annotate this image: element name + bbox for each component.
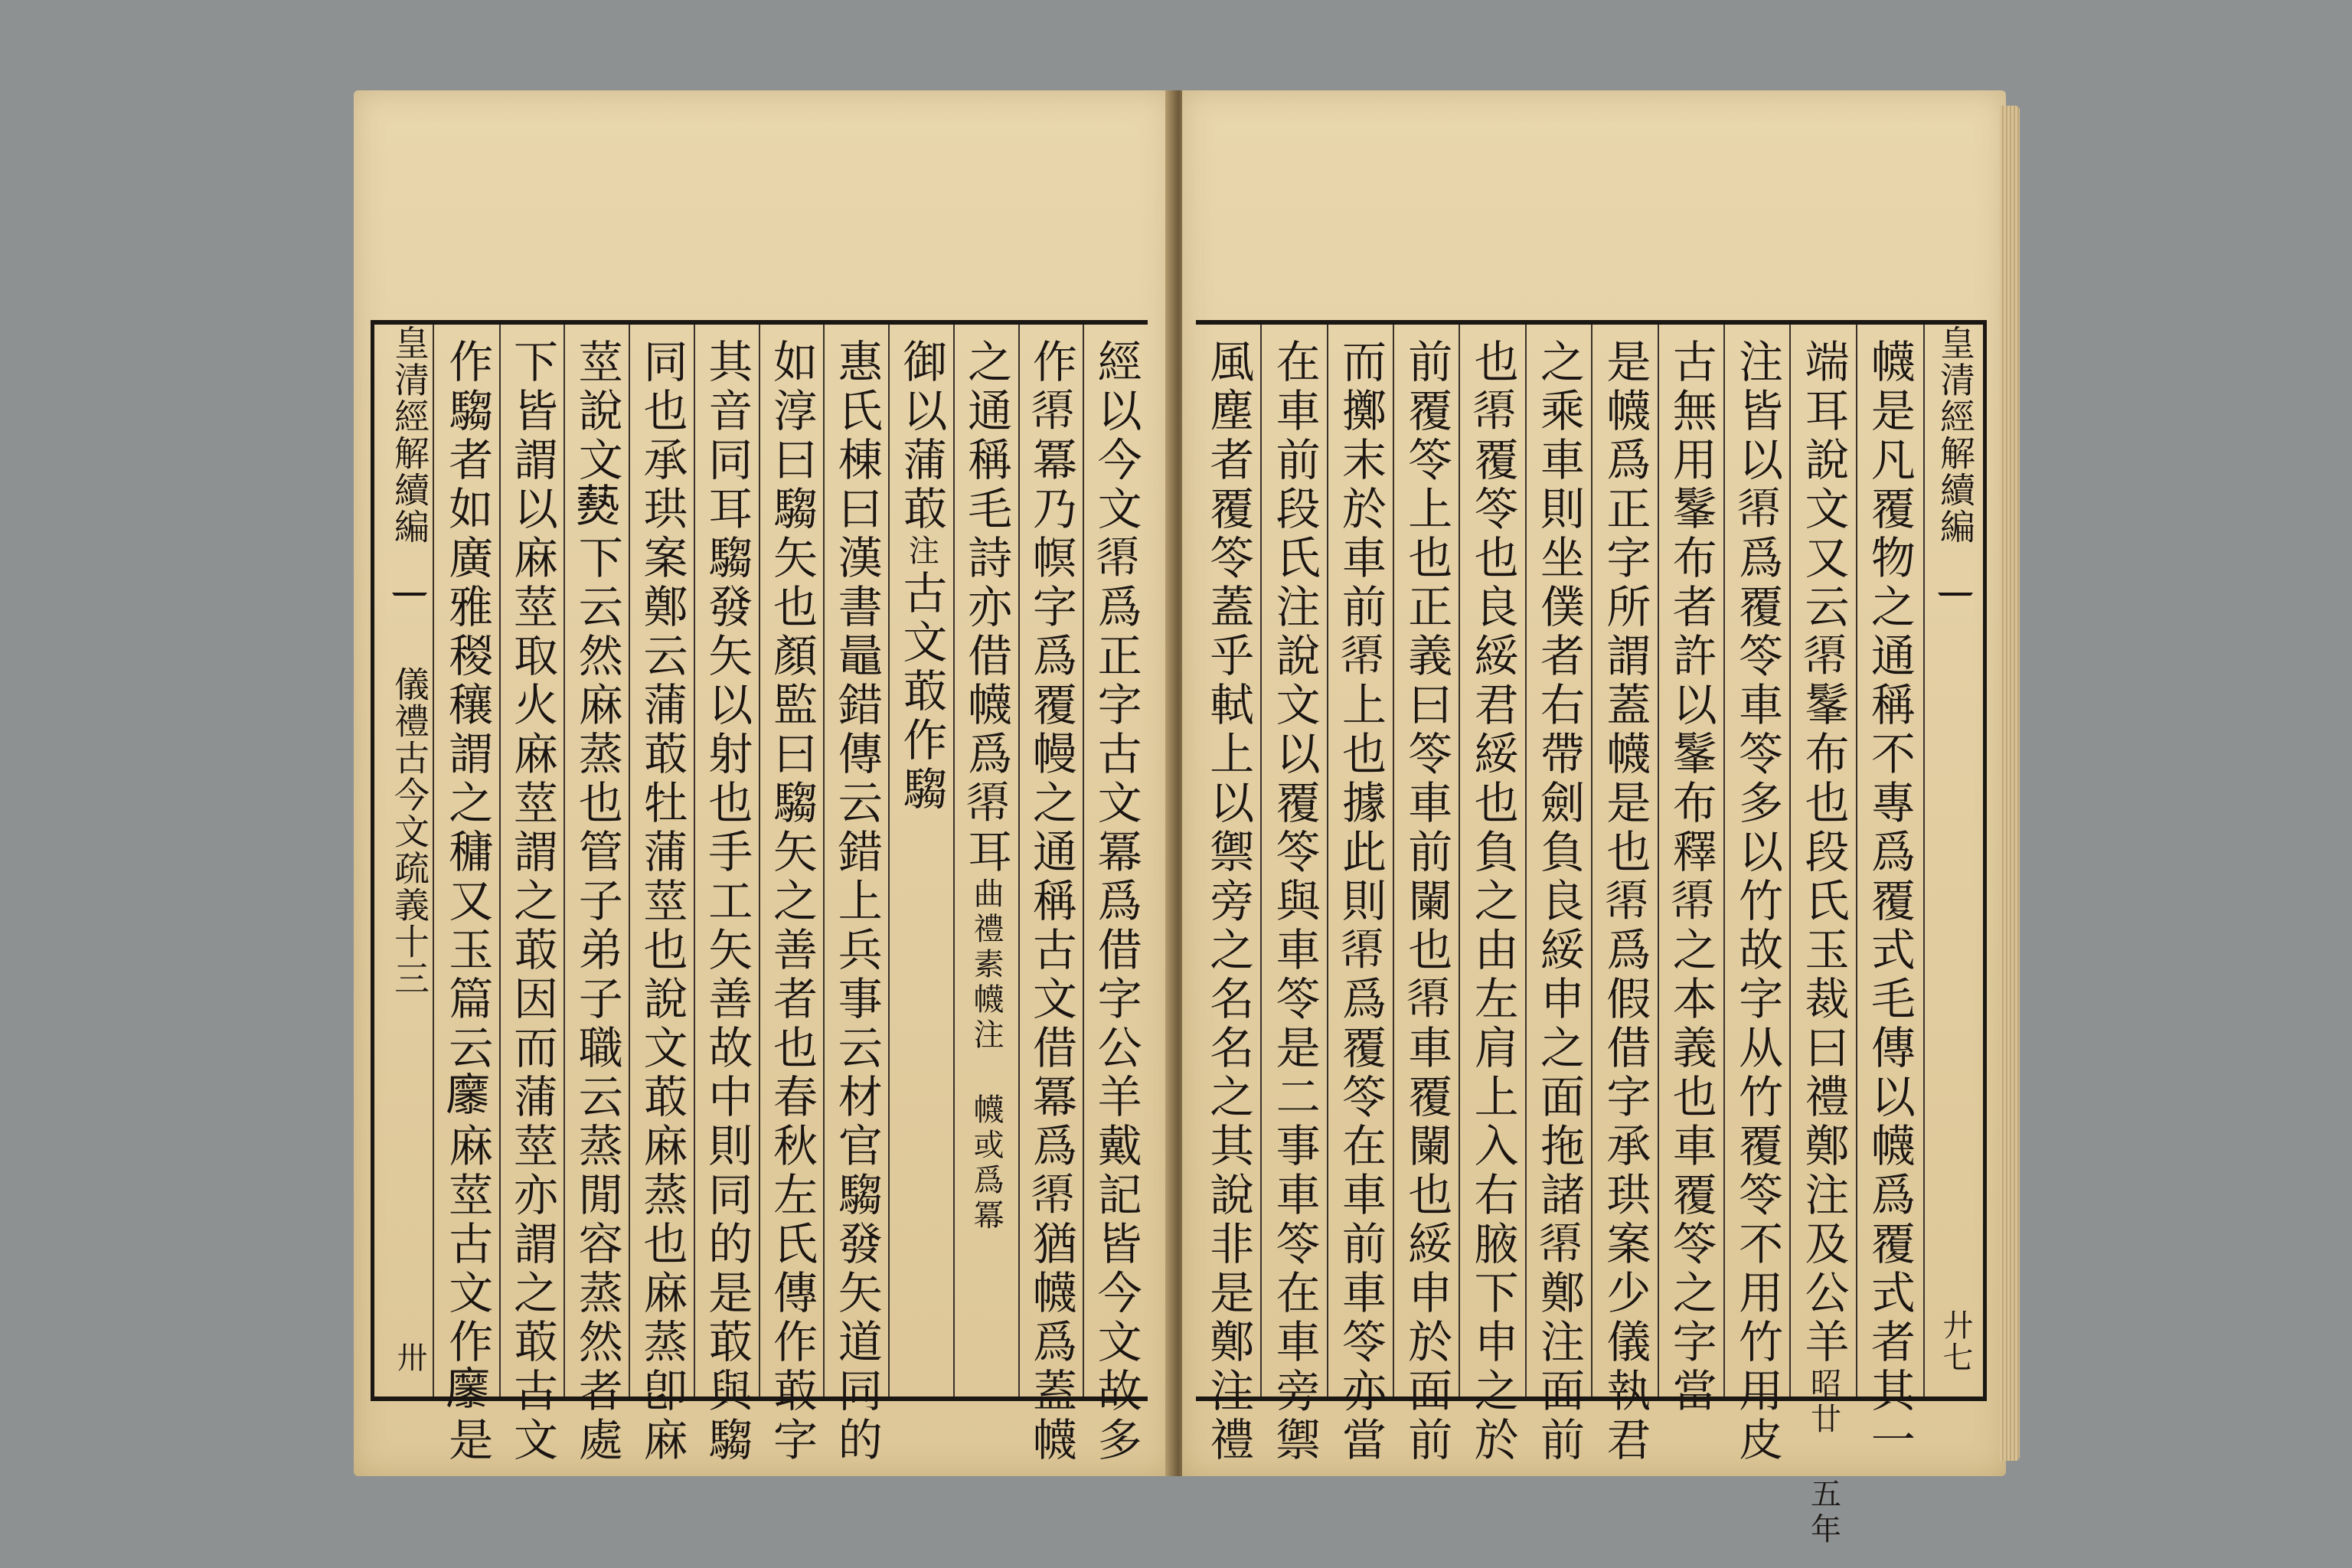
column-text: 風塵者覆笭蓋乎軾上以禦旁之名名之其說非是鄭注禮 [1202,338,1255,1465]
column-text: 也𢄼覆笭也良綏君綏也負之由左肩上入右腋下申之於 [1466,338,1519,1465]
column-text-continued: 古文菆作騶 [895,570,948,815]
book-title: 皇清經解續編 [1935,325,1976,545]
commentary-note: 注 [903,534,939,570]
text-column [953,325,1018,1396]
column-text: 端耳說文又云𢄼髼布也段氏玉裁曰禮鄭注及公羊昭廿 五年 [1797,338,1850,1548]
page-edges [2000,106,2020,1461]
column-text: 經以今文𢄼爲正字古文冪爲借字公羊戴記皆今文故多 [1089,338,1142,1465]
text-column [1591,325,1657,1465]
column-text: 莖說文𤑔下云然麻蒸也管子弟子職云蒸閒容蒸然者處 [570,338,623,1465]
text-column [1525,325,1591,1465]
column-text: 作𢄼冪乃幎字爲覆幔之通稱古文借冪爲𢄼猶幭爲蓋幭 [1024,338,1077,1465]
text-column [888,325,953,1396]
text-column [436,325,499,1465]
commentary-note: 昭廿 五年 [1805,1367,1841,1548]
left-page [354,90,1171,1476]
left-banner [379,325,434,1396]
text-column [1083,325,1148,1465]
column-text: 如淳曰騶矢也顏監曰騶矢之善者也春秋左氏傳作菆字 [765,338,818,1465]
column-text: 下皆謂以麻莖取火麻莖謂之菆因而蒲莖亦謂之菆古文 [506,338,559,1465]
text-column [1856,325,1922,1465]
text-column [694,325,759,1465]
commentary-note: 曲禮素幭注 幭或爲冪 [969,877,1004,1234]
section-title: 儀禮古今文疏義十三 [389,666,430,997]
text-column [1393,325,1459,1465]
left-text-frame [371,320,1148,1465]
text-column [499,325,564,1465]
text-column [629,325,694,1465]
folio-number: 廾七 [1938,1309,1973,1374]
column-text: 古無用髼布者許以髼布釋𢄼之本義也車覆笭之字當 [1664,338,1717,1416]
column-text: 之通稱毛詩亦借幭爲𢄼耳曲禮素幭注 幭或爲冪 [960,338,1013,1234]
column-text: 作騶者如廣雅稯穰謂之𥡲又玉篇云𪎭麻莖古文作𪎭是 [441,338,494,1465]
right-text-frame [1196,320,1987,1548]
text-column [759,325,824,1465]
text-column [1327,325,1393,1465]
column-text: 前覆笭上也正義曰笭車前闌也𢄼車覆闌也綏申於面前 [1400,338,1453,1465]
column-text: 同也承珙案鄭云蒲菆牡蒲莖也說文菆麻蒸也麻蒸卽麻 [635,338,688,1465]
text-column [1723,325,1789,1465]
right-banner [1923,325,1978,1396]
column-text: 之乘車則坐僕者右帶劍負良綏申之面拖諸𢄼鄭注面前 [1533,338,1586,1465]
text-column [1260,325,1326,1465]
column-text: 在車前段氏注說文以覆笭與車笭是二事車笭在車旁禦 [1268,338,1321,1465]
column-text: 其音同耳騶發矢以射也手工矢善故中則同的是菆與騶 [701,338,753,1465]
folio-number: 卅 [392,1341,427,1374]
text-column [1018,325,1083,1465]
text-column [564,325,629,1465]
column-text: 注皆以𢄼爲覆笭車笭多以竹故字从竹覆笭不用竹用皮 [1731,338,1784,1465]
book-title: 皇清經解續編 [389,325,430,545]
column-text: 而擲末於車前𢄼上也據此則𢄼爲覆笭在車前車笭亦當 [1334,338,1387,1465]
text-column [1196,325,1260,1465]
column-text: 是幭爲正字所謂蓋幭是也𢄼爲假借字承珙案少儀執君 [1599,338,1651,1465]
text-column [1789,325,1855,1548]
open-book [354,90,2006,1548]
fish-tail-mark [1938,593,1973,619]
text-column [1459,325,1524,1465]
fish-tail-mark [392,593,427,619]
right-page [1182,90,2006,1548]
column-text: 惠氏棟曰漢書鼂錯傳云錯上兵事云材官騶發矢道同的 [830,338,883,1465]
column-text: 御以蒲菆注古文菆作騶 [895,338,948,815]
text-column [823,325,888,1465]
text-column [1658,325,1723,1416]
column-text: 幭是凡覆物之通稱不專爲覆式毛傳以幭爲覆式者其一 [1863,338,1916,1465]
